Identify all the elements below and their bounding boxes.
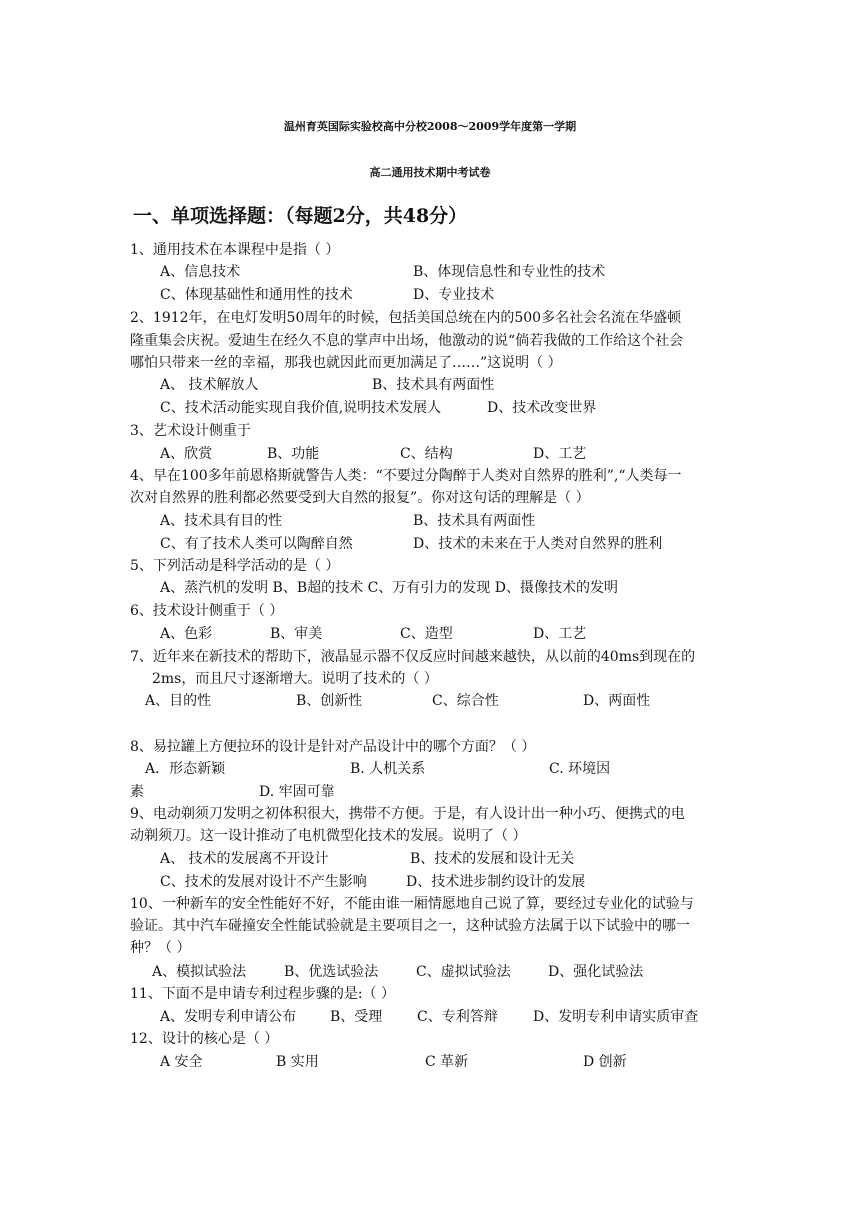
option-c: C、技术的发展对设计不产生影响 (160, 874, 367, 890)
question-stem: 12、设计的核心是（ ） (130, 1031, 279, 1047)
option-d: D、技术的未来在于人类对自然界的胜利 (413, 536, 663, 552)
option-d: D、技术进步制约设计的发展 (406, 874, 586, 890)
option-c: C、技术活动能实现自我价值,说明技术发展人 (160, 400, 442, 416)
question-stem: 3、艺术设计侧重于 (130, 423, 251, 439)
option-b: B、受理 (330, 1009, 383, 1025)
question-stem-line: 动剃须刀。这一设计推动了电机微型化技术的发展。说明了（ ） (130, 828, 527, 844)
options-line: A、蒸汽机的发明 B、B超的技术 C、万有引力的发现 D、摄像技术的发明 (160, 580, 618, 596)
question-stem-line: 2ms，而且尺寸逐渐增大。说明了技术的（ ） (152, 671, 438, 687)
question-stem: 6、技术设计侧重于（ ） (130, 603, 284, 619)
option-d: D、工艺 (533, 626, 587, 642)
option-b: B、技术的发展和设计无关 (410, 851, 575, 867)
option-c: C、结构 (400, 446, 453, 462)
option-a: A、欣赏 (160, 446, 213, 462)
option-b: B、技术具有两面性 (413, 513, 536, 529)
question-stem-line: 9、电动剃须刀发明之初体积很大，携带不方便。于是，有人设计出一种小巧、便携式的电 (130, 806, 685, 822)
option-c: C、虚拟试验法 (416, 964, 511, 980)
question-stem-line: 7、近年来在新技术的帮助下，液晶显示器不仅反应时间越来越快，从以前的40ms到现在的 (130, 649, 696, 665)
option-d: D 创新 (583, 1054, 627, 1070)
option-a: A、目的性 (145, 693, 212, 709)
option-a: A、信息技术 (160, 264, 241, 280)
option-a: A、模拟试验法 (152, 964, 247, 980)
section-heading: 一、单项选择题：（每题2分，共48分） (133, 205, 468, 227)
option-b: B 实用 (276, 1054, 319, 1070)
option-d: D、工艺 (533, 446, 587, 462)
option-b: B、审美 (270, 626, 323, 642)
option-c-continued: 素 (130, 784, 144, 800)
question-stem: 1、通用技术在本课程中是指（ ） (130, 242, 340, 258)
option-c: C、专利答辩 (417, 1009, 498, 1025)
option-b: B、体现信息性和专业性的技术 (413, 264, 606, 280)
question-stem: 11、下面不是申请专利过程步骤的是:（ ） (130, 986, 395, 1002)
option-b: B、功能 (267, 446, 320, 462)
question-stem: 8、易拉罐上方便拉环的设计是针对产品设计中的哪个方面？（ ） (130, 739, 536, 755)
option-a: A、技术具有目的性 (160, 513, 283, 529)
option-d: D. 牢固可靠 (259, 784, 335, 800)
question-stem-line: 哪怕只带来一丝的幸福，那我也就因此而更加满足了……”这说明（ ） (130, 355, 562, 371)
option-d: D、专业技术 (413, 287, 495, 303)
option-b: B. 人机关系 (350, 761, 426, 777)
option-d: D、两面性 (583, 693, 651, 709)
question-stem: 5、下列活动是科学活动的是（ ） (130, 558, 340, 574)
option-c: C. 环境因 (549, 761, 611, 777)
option-a: A、色彩 (160, 626, 213, 642)
title-line-2: 高二通用技术期中考试卷 (369, 166, 491, 179)
title-line-1: 温州育英国际实验校高中分校2008～2009学年度第一学期 (283, 120, 577, 133)
question-stem-line: 种？（ ） (130, 940, 191, 956)
question-stem-line: 4、早在100多年前恩格斯就警告人类：“不要过分陶醉于人类对自然界的胜利”,“人类每一 (130, 468, 682, 484)
question-stem-line: 隆重集会庆祝。爱迪生在经久不息的掌声中出场，他激动的说“倘若我做的工作给这个社会 (130, 333, 684, 349)
option-b: B、创新性 (296, 693, 363, 709)
option-d: D、强化试验法 (548, 964, 644, 980)
option-c: C、综合性 (432, 693, 499, 709)
option-a: A．形态新颖 (145, 761, 226, 777)
option-b: B、优选试验法 (284, 964, 379, 980)
option-c: C、体现基础性和通用性的技术 (160, 287, 353, 303)
option-a: A、 技术的发展离不开设计 (160, 851, 329, 867)
option-d: D、发明专利申请实质审查 (533, 1009, 699, 1025)
option-d: D、技术改变世界 (487, 400, 597, 416)
option-c: C、造型 (400, 626, 453, 642)
question-stem-line: 2、1912年，在电灯发明50周年的时候，包括美国总统在内的500多名社会名流在华盛顿 (130, 310, 682, 326)
option-c: C 革新 (425, 1054, 469, 1070)
option-a: A、发明专利申请公布 (160, 1009, 297, 1025)
option-a: A 安全 (160, 1054, 203, 1070)
option-a: A、 技术解放人 (160, 377, 259, 393)
option-b: B、技术具有两面性 (372, 377, 495, 393)
question-stem-line: 次对自然界的胜利都必然要受到大自然的报复”。你对这句话的理解是（ ） (130, 490, 590, 506)
question-stem-line: 验证。其中汽车碰撞安全性能试验就是主要项目之一，这种试验方法属于以下试验中的哪一 (130, 918, 690, 934)
question-stem-line: 10、一种新车的安全性能好不好，不能由谁一厢情愿地自己说了算，要经过专业化的试验与 (130, 896, 694, 912)
option-c: C、有了技术人类可以陶醉自然 (160, 536, 353, 552)
